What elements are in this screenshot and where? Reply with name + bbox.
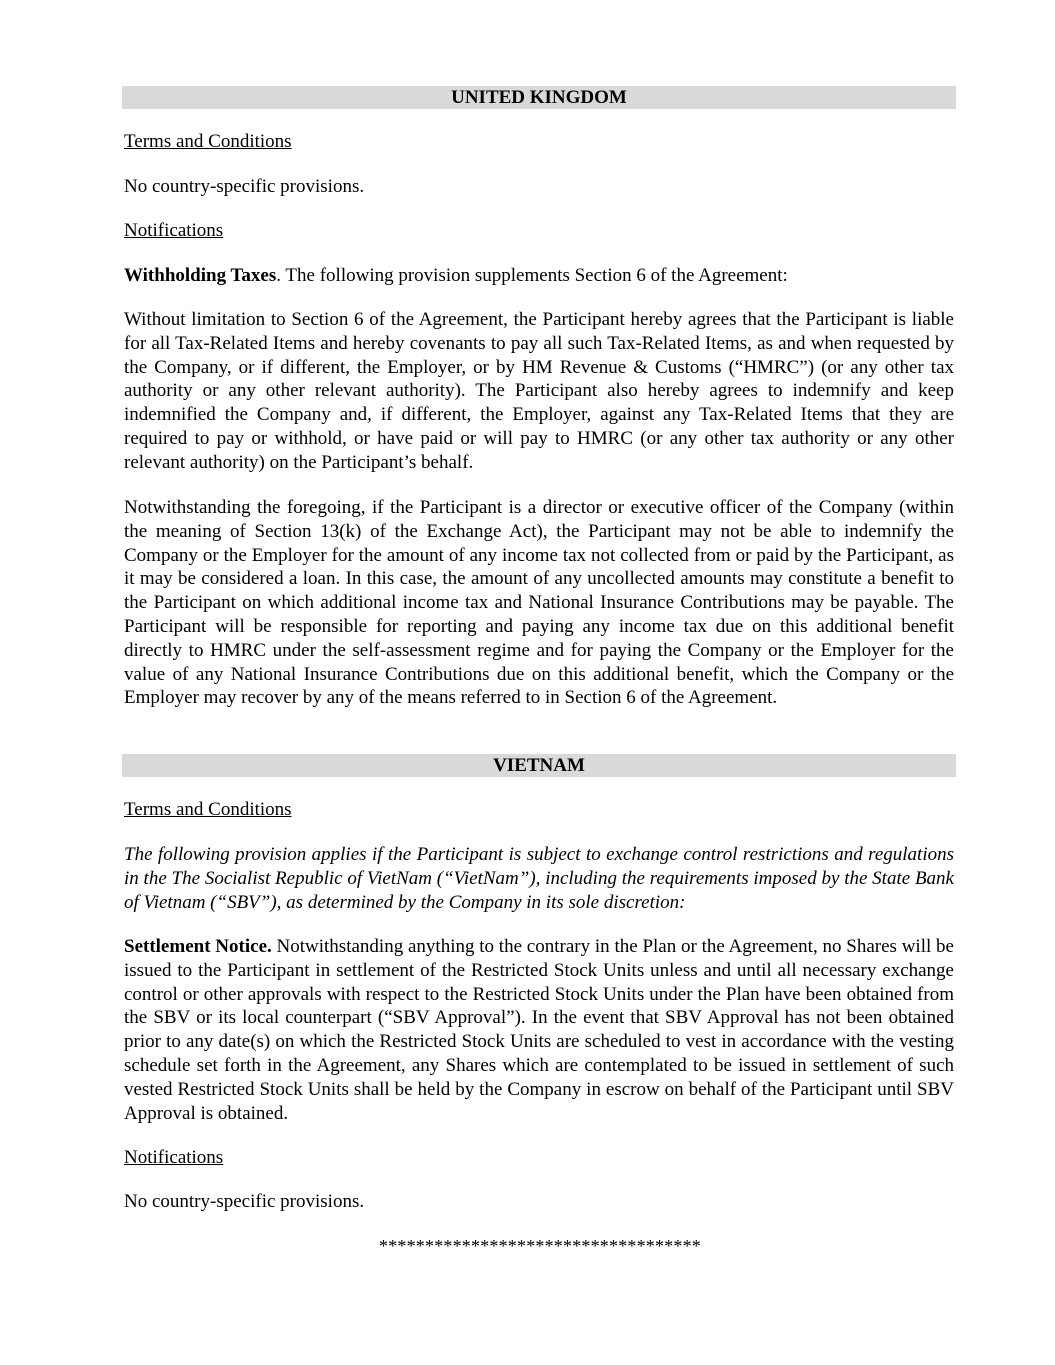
uk-withholding-lead: Withholding Taxes	[124, 265, 277, 286]
vietnam-settlement-text: Notwithstanding anything to the contrary in the Plan or the Agreement, no Shares will be issued to the Participant in settlement of the Restricted Stock Units unless and until all necessary exchange control or other approvals with respect to the Restricted Stock Units under the Plan have been obtained from the SBV or its local counterpart (“SBV Approval”). In the event that SBV Approval has not been obtained prior to any date(s) on which the Restricted Stock Units are scheduled to vest in accordance with the vesting schedule set forth in the Agreement, any Shares which are contemplated to be issued in settlement of such vested Restricted Stock Units shall be held by the Company in escrow on behalf of the Participant until SBV Approval is obtained.	[124, 936, 954, 1124]
vietnam-settlement-lead: Settlement Notice.	[124, 936, 272, 957]
uk-section-heading: UNITED KINGDOM	[122, 86, 956, 109]
vietnam-section-heading: VIETNAM	[122, 754, 956, 777]
uk-paragraph-2: Notwithstanding the foregoing, if the Participant is a director or executive officer of the Company (within the meaning of Section 13(k) of the Exchange Act), the Participant may not be able to indemnify the Company or the Employer for the amount of any income tax not collected from or paid by the Participant, as it may be considered a loan. In this case, the amount of any uncollected amounts may constitute a benefit to the Participant on which additional income tax and National Insurance Contributions may be payable. The Participant will be responsible for reporting and paying any income tax due on this additional benefit directly to HMRC under the self-assessment regime and for paying the Company or the Employer for the value of any National Insurance Contributions due on this additional benefit, which the Company or the Employer may recover by any of the means referred to in Section 6 of the Agreement.	[124, 497, 954, 709]
end-of-section-marker: ***********************************	[379, 1236, 701, 1256]
uk-withholding-text: . The following provision supplements Section 6 of the Agreement:	[276, 265, 788, 286]
vietnam-notifications-heading: Notifications	[124, 1147, 224, 1168]
vietnam-settlement-paragraph	[124, 935, 954, 1125]
uk-notifications-heading: Notifications	[124, 220, 224, 241]
vietnam-terms-heading: Terms and Conditions	[124, 799, 292, 820]
uk-terms-text: No country-specific provisions.	[124, 176, 365, 197]
uk-terms-heading: Terms and Conditions	[124, 131, 292, 152]
uk-withholding-paragraph	[124, 264, 788, 288]
uk-paragraph-1: Without limitation to Section 6 of the Agreement, the Participant hereby agrees that the Participant is liable for all Tax-Related Items and hereby covenants to pay all such Tax-Related Items, as and when requested by the Company, or if different, the Employer, or by HM Revenue & Customs (“HMRC”) (or any other tax authority or any other relevant authority). The Participant also hereby agrees to indemnify and keep indemnified the Company and, if different, the Employer, against any Tax-Related Items that they are required to pay or withhold, or have paid or will pay to HMRC (or any other tax authority or any other relevant authority) on the Participant’s behalf.	[124, 309, 954, 473]
vietnam-italic-paragraph: The following provision applies if the Participant is subject to exchange control restrictions and regulations in the The Socialist Republic of VietNam (“VietNam”), including the requirements imposed by the State Bank of Vietnam (“SBV”), as determined by the Company in its sole discretion:	[124, 844, 954, 913]
vietnam-notifications-text: No country-specific provisions.	[124, 1191, 365, 1212]
